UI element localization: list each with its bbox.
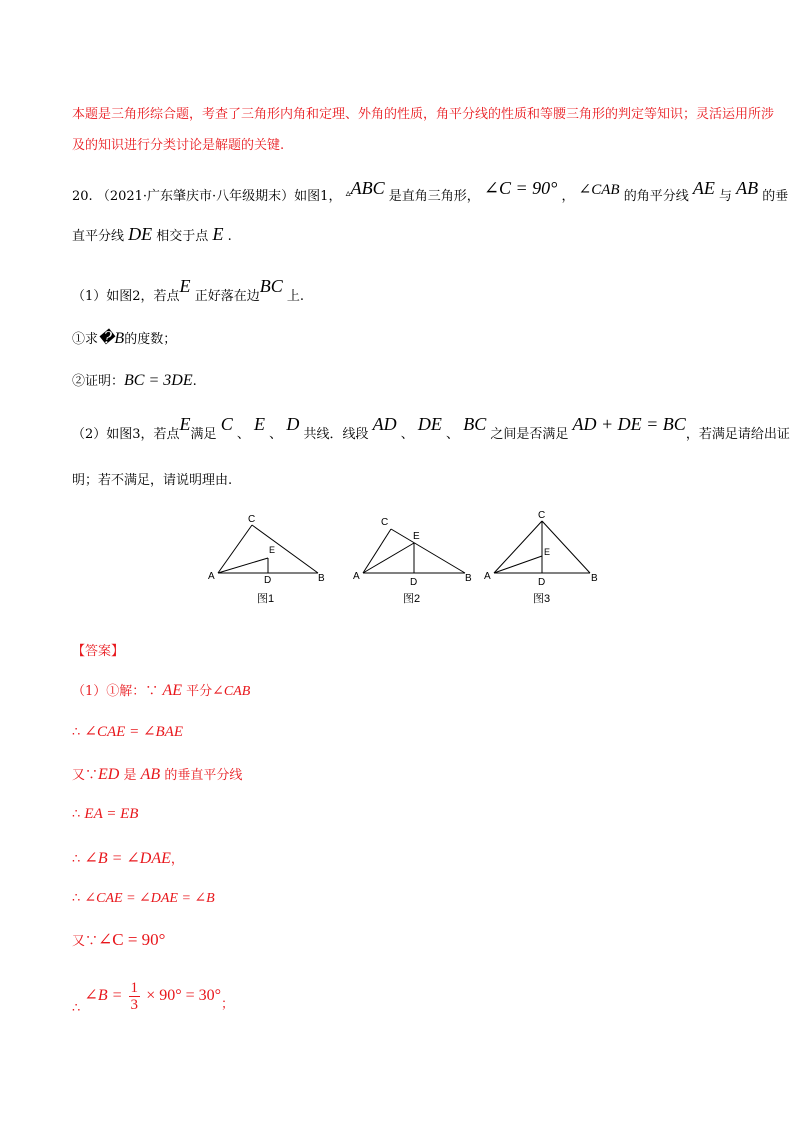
math-angle-cab: ∠CAB [578,182,620,198]
text: （1）①解： [72,684,146,699]
label-e: E [413,531,420,542]
text: 、 [400,427,414,442]
label-d: D [538,577,546,588]
math-ad-de-bc: AD + DE = BC [572,414,686,434]
text: 相交于点 [156,229,209,244]
math-step: ∠B = ∠DAE [84,850,171,867]
text: ； [221,997,235,1012]
label-e: E [269,545,276,555]
text: ①求 [72,332,99,347]
answer-step-7 [72,930,165,950]
text: 、 [269,427,283,442]
problem-source: （2021·广东肇庆市·八年级期末）如图1， [96,189,342,204]
part1-line [72,276,304,304]
text: 是直角三角形， [388,189,480,204]
math-ab: AB [736,178,759,198]
text: . [227,229,232,244]
text: 的角平分线 [623,189,689,204]
line-cb [391,529,465,573]
label-c: C [381,517,389,528]
math-bc: BC [463,414,487,434]
problem-line-1 [72,178,788,204]
figure-3-lines [494,521,590,573]
text: 之间是否满足 [490,427,569,442]
math-bc: BC [259,276,283,296]
problem-number: 20. [72,189,93,204]
label-b: B [465,573,472,584]
answer-step-6 [72,890,215,907]
answer-step-5 [72,848,184,868]
text: 共线．线段 [303,427,369,442]
math-abc: ABC [350,178,385,198]
math-b: �B [98,330,125,347]
figure-2-caption: 图2 [403,593,421,605]
line-ac [363,529,391,573]
text: . [192,374,197,389]
label-a: A [484,571,491,582]
text: ， [561,189,575,204]
therefore-symbol: ∴ [72,725,81,740]
part2-line-1 [72,414,790,442]
label-c: C [538,510,546,521]
figure-3-caption: 图3 [533,593,551,605]
text: 直平分线 [72,229,125,244]
text: 与 [719,189,733,204]
answer-step-2 [72,722,183,741]
math-step: ∠CAE = ∠BAE [84,724,183,740]
line-cb [252,525,318,573]
text: 的垂 [762,189,789,204]
math-step: × 90° = 30° [146,987,222,1004]
text: ，若满足请给出证 [685,427,790,442]
text: （2）如图3，若点 [72,427,180,442]
text: 的垂直平分线 [164,768,243,783]
figure-1-caption: 图1 [257,593,275,605]
therefore-symbol: ∴ [72,891,81,906]
label-b: B [591,573,598,584]
fraction-one-third [129,980,141,1013]
math-e: E [179,276,191,296]
math-ae: AE [162,682,182,699]
answer-step-4 [72,806,138,823]
math-ab: AB [140,766,161,783]
text: 平分 [186,684,213,699]
label-b: B [318,573,325,584]
fraction-numerator: 1 [130,980,139,996]
text: 的度数； [124,332,177,347]
text: 正好落在边 [194,289,260,304]
math-ad: AD [372,414,397,434]
math-de: DE [417,414,442,434]
summary-line-2: 及的知识进行分类讨论是解题的关键. [72,138,285,153]
figure-1-lines [218,525,318,573]
fraction-denominator: 3 [130,997,139,1013]
text: 、 [446,427,460,442]
answer-step-1 [72,680,250,700]
math-bc-3de: BC = 3DE [124,372,193,389]
text: 上. [286,289,304,304]
label-d: D [410,577,418,588]
answer-step-8 [72,980,234,1016]
text: ， [170,852,184,867]
line-ae [218,558,268,573]
line-ae [363,543,414,573]
answer-step-3 [72,764,242,784]
question-1 [72,328,176,348]
text: 又∵ [72,934,99,949]
math-c: C [220,414,233,434]
label-d: D [264,575,272,586]
math-e: E [179,414,191,434]
triangle-symbol: ▵ [345,188,351,199]
math-step: ∠B = [84,987,123,1004]
text: 、 [236,427,250,442]
summary-line-1: 本题是三角形综合题，考查了三角形内角和定理、外角的性质，角平分线的性质和等腰三角形的判定等知识；灵活运用所涉 [72,107,775,122]
math-angle-c: ∠C = 90° [483,178,558,198]
figures [200,505,610,607]
text: ②证明： [72,374,125,389]
math-step: ∠C = 90° [98,930,166,949]
label-a: A [208,571,215,582]
line-ac [494,521,542,573]
math-e: E [212,224,224,244]
answer-header: 【答案】 [72,644,125,659]
therefore-symbol: ∴ [72,807,81,822]
math-e2: E [254,414,266,434]
math-d: D [286,414,300,434]
because-symbol: ∵ [145,684,159,699]
therefore-symbol: ∴ [72,852,81,867]
label-c: C [248,514,256,525]
text: （1）如图2，若点 [72,289,180,304]
label-e: E [544,547,551,557]
math-ae: AE [692,178,715,198]
text: 是 [123,768,137,783]
math-step: EA = EB [84,806,139,822]
text: 满足 [190,427,217,442]
math-angle-cab: ∠CAB [212,684,251,699]
problem-line-2 [72,224,232,245]
math-ed: ED [98,766,120,783]
math-step: ∠CAE = ∠DAE = ∠B [84,891,215,906]
part2-line-2: 明；若不满足，请说明理由. [72,473,233,488]
line-ac [218,525,252,573]
text: 又∵ [72,768,99,783]
label-a: A [353,571,360,582]
question-2 [72,370,197,390]
math-de: DE [128,224,153,244]
therefore-symbol: ∴ [72,1001,81,1016]
